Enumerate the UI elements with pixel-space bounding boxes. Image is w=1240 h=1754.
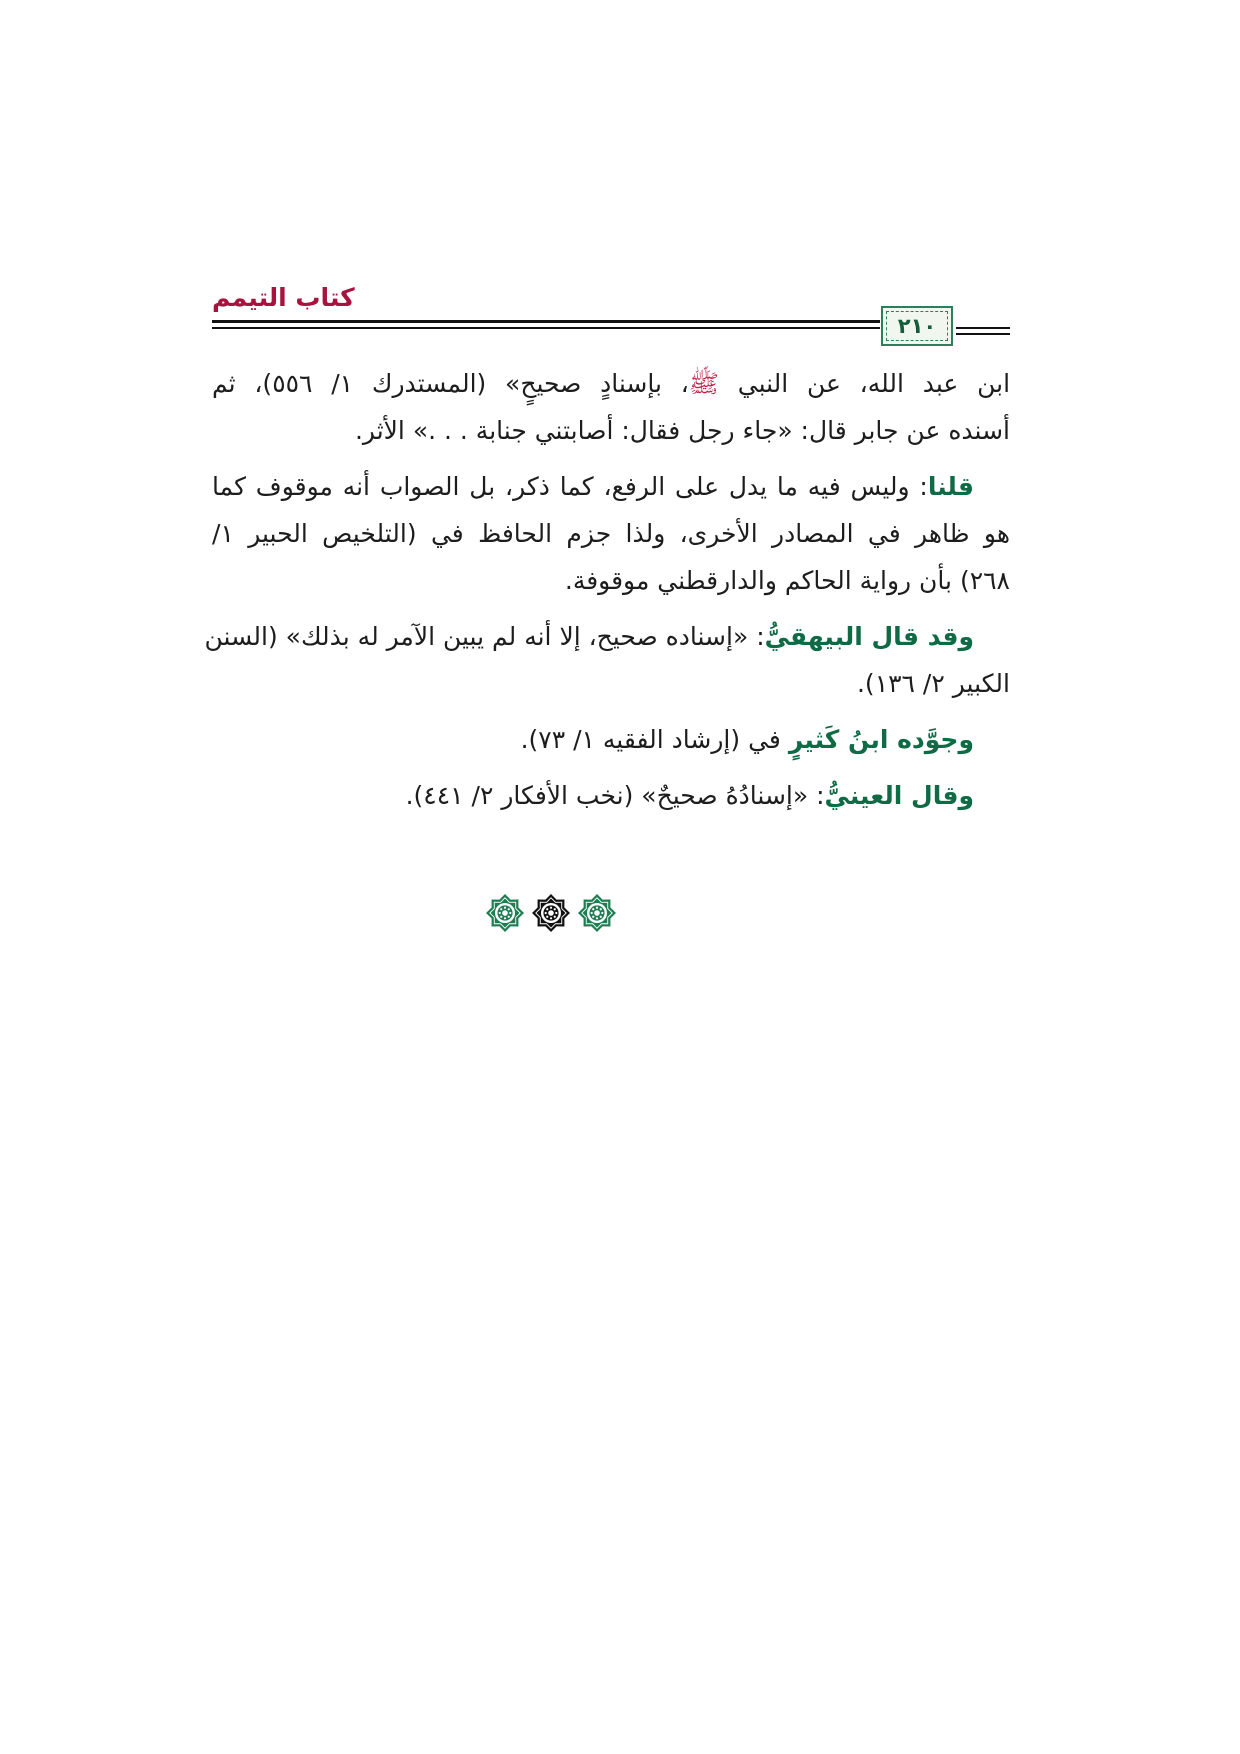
text-line: الكبير ٢/ ١٣٦). (856, 669, 1010, 698)
lead-phrase: وقال العينيُّ (824, 781, 974, 810)
page-number-frame (881, 306, 953, 346)
paragraph-5 (212, 772, 1010, 819)
header-rule (956, 333, 1010, 335)
page-number-inner-border (886, 311, 948, 341)
text-line: ٢٦٨) بأن رواية الحاكم والدارقطني موقوفة. (564, 566, 1010, 595)
page-number: ٢١٠ (897, 314, 937, 338)
lead-phrase: قلنا (927, 472, 974, 501)
text-line (212, 772, 1010, 819)
text-line (212, 463, 1010, 510)
flower-ornament-icon (485, 893, 525, 933)
text-segment: : وليس فيه ما يدل على الرفع، كما ذكر، بل الصواب أنه موقوف كما (212, 472, 928, 501)
text-segment: في (إرشاد الفقيه ١/ ٧٣). (520, 725, 789, 754)
text-line (204, 613, 1010, 660)
text-line: هو ظاهر في المصادر الأخرى، ولذا جزم الحافظ في (التلخيص الحبير ١/ (212, 519, 1010, 548)
text-segment: ، بإسنادٍ صحيحٍ» (المستدرك ١/ ٥٥٦)، ثم (212, 369, 689, 398)
paragraph-1 (212, 360, 1010, 454)
text-line (212, 360, 1010, 407)
flower-ornament-icon (531, 893, 571, 933)
text-segment: : «إسنادُهُ صحيحٌ» (نخب الأفكار ٢/ ٤٤١). (405, 781, 825, 810)
header-rule (212, 320, 880, 323)
paragraph-2 (212, 463, 1010, 604)
section-end-ornaments (485, 893, 617, 933)
flower-ornament-icon (577, 893, 617, 933)
paragraph-4 (212, 716, 1010, 763)
body-text (204, 360, 1011, 819)
honorific-symbol: ﷺ (688, 369, 719, 398)
text-segment: ابن عبد الله، عن النبي (718, 369, 1011, 398)
chapter-title: كتاب التيمم (212, 283, 355, 312)
text-line: أسنده عن جابر قال: «جاء رجل فقال: أصابتني جنابة . . .» الأثر. (354, 416, 1010, 445)
text-segment: : «إسناده صحيح، إلا أنه لم يبين الآمر له بذلك» (السنن (204, 622, 765, 651)
running-header (212, 280, 1010, 352)
paragraph-3 (204, 613, 1010, 707)
lead-phrase: وجوَّده ابنُ كَثيرٍ (788, 725, 974, 754)
header-rule (212, 327, 880, 329)
text-line (212, 716, 1010, 763)
header-rule (956, 327, 1010, 329)
lead-phrase: وقد قال البيهقيُّ (764, 622, 974, 651)
